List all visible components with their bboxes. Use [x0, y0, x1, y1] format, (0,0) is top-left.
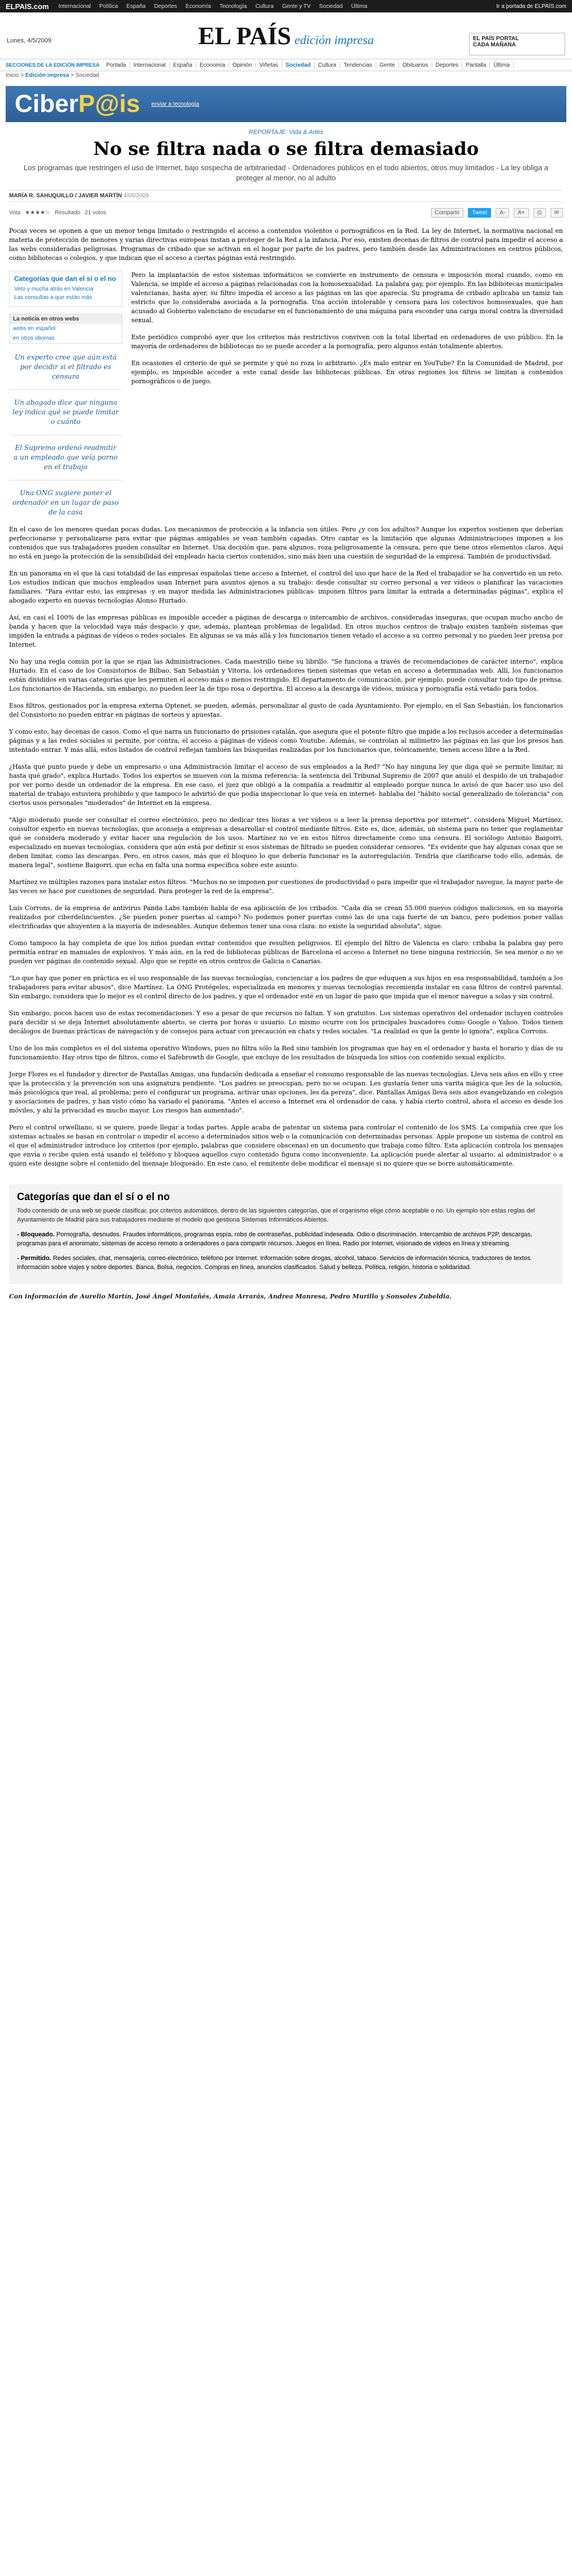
- votes-count: 21 votos: [84, 209, 106, 216]
- article-credits: Con información de Aurelio Martín, José Ángel Montañés, Amaia Arrarás, Andrea Manresa, Pedro Murillo y Sonsoles Zubeldia.: [9, 1293, 452, 1300]
- section-item[interactable]: Opinión: [229, 62, 256, 68]
- categories-intro: Todo contenido de una web se puede clasificar, por criterios automáticos, dentro de las siguientes categorías, que el organismo elige cómo aceptable o no. Un ejemplo son estas reglas del Ayuntamiento de Madrid para sus trabajadores mediante el modelo que gestiona Sistemas Informáticos Abiertos.: [17, 1207, 535, 1223]
- divider: [9, 389, 122, 390]
- pull-quote: El Supremo ordenó readmitir a un empleado que veía porno en el trabajo: [14, 444, 118, 471]
- section-item[interactable]: Gente: [376, 62, 399, 68]
- related-link[interactable]: Veto y mucha atrás en Valencia: [14, 286, 93, 292]
- category-allowed: [17, 1254, 555, 1272]
- pull-quote: Un experto cree que aún está por decidir si el filtrado es censura: [14, 353, 117, 380]
- share-button[interactable]: Compartir: [431, 208, 464, 218]
- ciberpais-banner: [6, 86, 566, 122]
- ciberpais-link[interactable]: enviar a tecnología: [151, 101, 199, 107]
- breadcrumb: Inicio > Edición impresa > Sociedad: [6, 72, 100, 79]
- article-paragraph: ¿Hasta qué punto puede y debe un empresario o una Administración limitar el acceso de sus empleados a la Red? "No hay ninguna ley que diga qué se permite limitar, ni hasta qué grado", explica Hurtado. Todos los expertos se mueven con la misma referencia: la sentencia del Tribunal Supremo de 2007 que anuló el despido de un trabajador por ver porno desde un ordenador de la empresa. En ese caso, el juez que obligó a la compañía a readmitir al empleado porque nunca le avisó de que hacer uso uso del material de trabajo estuviera prohibido y que tampoco le advirtió de que podía inspeccionar lo que veía en internet- hablaba del "hábito social generalizado de tolerancia" con ciertos usos personales "moderados" de Internet en la empresa.: [9, 763, 563, 807]
- ciberpais-logo[interactable]: [15, 90, 140, 118]
- category-text: Pornografía, desnudos. Fraudes informáticos, programas espía, robo de contraseñas, publicidad indeseada. Odio o discriminación. Intercambio de archivos P2P, descargas, programas para el anonimato, sistemas de acceso remoto a ordenadores o para compartir recursos. Juegos en línea. Radio por Internet, visionado de vídeos en línea y streaming.: [17, 1231, 532, 1247]
- categories-title: Categorías que dan el sí o el no: [17, 1191, 170, 1202]
- top-nav-item[interactable]: Deportes: [154, 3, 177, 10]
- section-item[interactable]: Portada: [103, 62, 130, 68]
- section-item[interactable]: Economía: [196, 62, 229, 68]
- article-paragraph: Martínez ve múltiples razones para instalar estos filtros. "Muchos no se imponen por cuestiones de productividad o para impedir que el trabajador navegue, la mayor parte de las veces se hace por cuestiones de seguridad. Para proteger la red de la empresa".: [9, 878, 563, 895]
- category-text: Redes sociales, chat, mensajería, correo electrónico, teléfono por Internet. Información sobre drogas, alcohol, tabaco. Servicios de información técnica, traductores de textos. Información sobre viajes y sobre deportes. Banca, Bolsa, negocios. Compras en línea, anuncios clasificados. Salud y belleza. Política, religión, historia o solidaridad.: [17, 1255, 532, 1271]
- section-item-active[interactable]: Sociedad: [282, 62, 315, 68]
- section-item[interactable]: Deportes: [432, 62, 463, 68]
- portal-promo[interactable]: [469, 33, 565, 55]
- categories-box: [9, 1184, 563, 1284]
- ciberpais-logo-a: Ciber: [15, 90, 79, 118]
- other-webs-link[interactable]: webs en español: [13, 326, 56, 332]
- article-body: [0, 219, 572, 1168]
- article-paragraph: Pocas veces se oponen a que un menor tenga limitado o restringido el acceso a contenidos violentos o pornográficos en la Red. La ley de Internet, la normativa nacional en materia de protección de menores y varias directivas europeas instan a proteger de la Red a la infancia. Por eso, existen decenas de filtros de control para impedir el acceso a las webs consideradas peligrosas. Programas de cribado que se activan en el hogar por parte de los padres, pero también desde las Administraciones en centros públicos, como bibliotecas o colegios, y que indican que el acceso a ciertas páginas está restringido.: [9, 227, 563, 262]
- section-item[interactable]: Viñetas: [256, 62, 282, 68]
- sections-label: SECCIONES DE LA EDICIÓN IMPRESA: [6, 62, 100, 68]
- font-decrease-button[interactable]: A-: [496, 208, 509, 218]
- section-item[interactable]: Pantalla: [462, 62, 490, 68]
- top-nav: [55, 2, 370, 11]
- brand-name: EL PAÍS: [198, 22, 291, 50]
- top-nav-item[interactable]: Sociedad: [319, 3, 343, 10]
- category-blocked: [17, 1230, 555, 1248]
- article-paragraph: En el caso de los menores quedan pocas dudas. Los mecanismos de protección a la infancia son útiles. Pero ¿y con los adultos? Aunque los expertos sostienen que deberían perfeccionarse y personalizarse para evitar que páginas amigables se vean también capadas. Otro cantar es la limitación que algunas Administraciones imponen a los contenidos que sus trabajadores pueden consultar en Internet. Una decisión que, para algunos, roza peligrosamente la censura, pero que tiene otros elementos claros. Aquí no está en juego la protección de la sensibilidad del empleado hacia ciertos contenidos, sino más bien una cuestión de seguridad de la empresa. También de productividad.: [9, 526, 563, 560]
- article-paragraph: Así, en casi el 100% de las empresas públicas es imposible acceder a páginas de descarga o intercambio de archivos, consideradas inseguras, que ocupan mucho ancho de banda y hacen que la velocidad vaya más despacio y que, además, plantean problemas de legalidad. En otros muchos centros de trabajo existen también sistemas que impiden la entrada a páginas de vídeos o redes sociales. En algunas se va más allá y los funcionarios tienen vetado el acceso a su correo personal y no pueden leer prensa por Internet.: [9, 614, 563, 648]
- main-column: [131, 271, 563, 525]
- article-paragraph: No hay una regla común por la que se rijan las Administraciones. Cada maestrillo tiene su librillo. "Se funciona a través de recomendaciones de carácter interno", explica Hurtado. En el caso de los Consistorios de Bilbao, San Sebastián y Vitoria, los ordenadores tienen sistemas que vetan en acceso a determinadas web. Allí, los funcionarios están divididos en varias categorías que les permiten el acceso más o menos restringido. El departamento de comunicación, por ejemplo, puede consultar todo tipo de prensa. Los funcionarios de Hacienda, sin embargo, no pueden leer la de tipo rosa o deportiva. El acceso a la descarga de vídeos, música y pornografía está vetado para todos.: [9, 658, 563, 692]
- section-item[interactable]: España: [170, 62, 196, 68]
- breadcrumb-home[interactable]: Inicio: [6, 72, 19, 79]
- article-paragraph: Sin embargo, pocos hacen uso de estas recomendaciones. Y eso a pesar de que recursos no faltan. Y son gratuitos. Los sistemas operativos del ordenador incluyen controles para decidir si se deja Internet absolutamente abierto, se cierra por horas o usuario. Lo mismo ocurre con los principales buscadores como Google o Yahoo. Todos tienen decálogos de buenas prácticas de navegación y de consejos para actuar con precaución en chats y redes sociales. "La realidad es que la gente lo ignora", explica Corrons.: [9, 1010, 563, 1035]
- sections-nav: [0, 59, 572, 71]
- article-paragraph: Uno de los más completos es el del sistema operativo Windows, pues no filtra sólo la Red sino también los programas que hay en el ordenador y hasta el horario y días de su funcionamiento. Hay otros tipo de filtros, como el Safebrowth de Google, que excluye de los resultados de búsqueda los sitios con contenido sexual explícito.: [9, 1045, 563, 1061]
- elpais-logo[interactable]: ELPAIS.com: [6, 2, 49, 11]
- article-paragraph: "Algo moderado puede ser consultar el correo electrónico, pero no dedicar tres horas a ver vídeos o a leer la prensa deportiva por internet", considera Miguel Martínez, consultor experto en nuevas tecnologías, que aconseja a empresas a desarrollar el control mediante filtros. Este es, dice, además, un sistema para no tener que reglamentar qué se considera moderado y evitar hacer una regulación de los usos. Martínez no ve en estos filtros directamente como una censura. El sociólogo Antonio Baigorri, especializado en nuevas tecnologías, considera que aún está por definir si esos sistemas de filtrado se pueden considerar censores. "Es evidente que hay algunas cosas que se deben limitar, como las descargas. Pero, en otros casos, más que el bloqueo lo que debería funcionar es la autorregulación. Tendría que clarificarse todo ello, además, de manera legal", sostiene Baigorri, que echa en falta una norma específica sobre este asunto.: [9, 816, 563, 869]
- email-icon[interactable]: ✉: [551, 208, 563, 218]
- article-deck: Los programas que restringen el uso de Internet, bajo sospecha de arbitrariedad - Ordenadores públicos en el todo abiertos, otros muy limitados - La ley obliga a proteger al menor, no al adulto: [23, 163, 549, 182]
- article-paragraph: "Lo que hay que poner en práctica es el uso responsable de las nuevas tecnologías, concienciar a los padres de que eduquen a sus hijos en esa responsabilidad, también a los trabajadores para evitar abusos", dice Martínez. La ONG Protégeles, especializada en menores y nuevas tecnologías recomienda instalar en casa filtros de control parental. Sin embargo, considera que lo mejor es el control directo de los padres, y que el ordenador esté en un lugar de paso que impida que el menor navegue a solas y sin control.: [9, 975, 563, 1000]
- article-paragraph: Y como esto, hay decenas de casos. Como el que narra un funcionario de prisiones catalán, que asegura que el potente filtro que impide a los reclusos acceder a determinadas páginas y a las redes sociales si permite, por contra, el acceso a páginas de vídeos como Youtube. Además, se controlan al milímetro las páginas en las que los presos han intentado entrar. Y más allá, estos listados de control reflejan también las búsquedas realizadas por los funcionarios que, teóricamente, tienen acceso libre a la Red.: [9, 728, 563, 754]
- other-webs-title: La noticia en otros webs: [10, 314, 122, 324]
- top-nav-item[interactable]: Última: [351, 3, 368, 10]
- section-item[interactable]: Internacional: [130, 62, 170, 68]
- promo-line: EL PAÍS PORTAL: [473, 36, 519, 42]
- related-box-title[interactable]: Categorías que dan el sí o el no: [14, 275, 117, 283]
- byline: [9, 190, 563, 202]
- related-link[interactable]: Las consultas a que están más: [14, 295, 92, 301]
- article-paragraph: Luis Corrons, de la empresa de antivirus Panda Labs también habla de esa aplicación de los cribados. "Cada día se crean 55.000 nuevos códigos maliciosos, en su mayoría realizados por ciberdelincuentes. ¿Se pueden poner puertas al campo? No podemos poner puertas como las de una caja fuerte de un banco, pero podemos poner vallas electrificadas que ahuyenten a la mayoría de indeseables. Aunque debemos tener una cosa clara: no existe la seguridad absoluta", sigue.: [9, 904, 563, 930]
- top-nav-item[interactable]: España: [126, 3, 146, 10]
- star-rating-icon[interactable]: ★★★★☆: [25, 209, 50, 216]
- article-paragraph: Como tampoco la hay completa de que los niños puedan evitar contenidos que resulten peligrosos. El ejemplo del filtro de Valencia es claro: cribaba la palabra gay pero permitía entrar en manuales de explosivos. Y más aún, en la red de bibliotecas públicas de Barcelona el acceso a Internet no tiene ninguna restricción. Se sea menor o no se pueden ver páginas de contenido sexual. Algo que se repite en otros centros de Galicia o Canarias.: [9, 940, 563, 965]
- font-increase-button[interactable]: A+: [514, 208, 529, 218]
- other-webs-link[interactable]: en otros idiomas: [13, 335, 55, 341]
- pull-quote: Una ONG sugiere poner el ordenador en un lugar de paso de la casa: [12, 489, 119, 516]
- section-item[interactable]: Última: [490, 62, 513, 68]
- article-kicker: REPORTAJE: Vida & Artes: [248, 129, 324, 136]
- article-paragraph: Pero la implantación de estos sistemas informáticos se convierte en instrumento de censura e imposición moral cuando, como en Valencia, se impide el acceso a páginas relacionadas con la homosexualidad. La palabra gay, por ejemplo. En las bibliotecas municipales valencianas, hasta ayer, su filtro impedía el acceso a las páginas en las que aparecía. Su programa de cribado aplicaba un tamiz tan estricto que lo consideraba asociada a la pornografía. Una acción intolerable y censora para los colectivos homosexuales, que han acusado al Gobierno valenciano de escudarse en el funcionamiento de una máquina para esconder una carga moral contra la diversidad sexual.: [131, 271, 563, 324]
- top-nav-item[interactable]: Cultura: [255, 3, 274, 10]
- article-paragraph: Este periódico comprobó ayer que los criterios más restrictivos conviven con la total libertad en ordenadores de uso público. En la mayoría de ordenadores de bibliotecas no se puede acceder a la pornografía, pero algunos están totalmente abiertos.: [131, 334, 563, 350]
- section-item[interactable]: Cultura: [315, 62, 340, 68]
- portada-link[interactable]: Ir a portada de ELPAÍS.com: [496, 3, 566, 10]
- breadcrumb-edition[interactable]: Edición impresa: [25, 72, 70, 79]
- article-paragraph: Pero el control orwelliano, si se quiere, puede llegar a todas partes. Apple acaba de patentar un sistema para controlar el contenido de los SMS. La compañía cree que los sistemas actuales se basan en controlar o impedir el acceso a determinados sitios web o la comunicación con determinadas personas. Apple propone un sistema de control en el que el administrador introduce los criterios (por ejemplo, palabras que considere obscenas) en un documento que trabaja como filtro. Esta aplicación controla los mensajes que envía o recibe quien está usando el teléfono y bloquea aquellos cuyo contenido figura como inconveniente. La aplicación puede alertar al usuario, al administrador o a quien este designe sobre el contenido del mensaje bloqueado. En este caso, el remitente debe modificar el mensaje si no quiere que se borre automáticamente.: [9, 1124, 563, 1167]
- top-nav-item[interactable]: Política: [99, 3, 118, 10]
- sidebar: [9, 271, 122, 525]
- top-nav-item[interactable]: Internacional: [58, 3, 91, 10]
- top-nav-item[interactable]: Tecnología: [219, 3, 247, 10]
- top-bar: [0, 0, 572, 12]
- article-paragraph: En un panorama en el que la casi totalidad de las empresas españolas tiene acceso a Internet, el control del uso que hace de la Red el trabajador se ha convertido en un reto. Los estudios indican que muchos empleados usan Internet para asuntos ajenos a su trabajo: desde consultar su correo personal a ver vídeos o planificar las vacaciones familiares. "Para evitar esto, las empresas -y en mayor medida las Administraciones públicas- imponen filtros para limitar la entrada a determinadas páginas", explica el abogado experto en nuevas tecnologías Alonso Hurtado.: [9, 570, 563, 604]
- tweet-button[interactable]: Tweet: [468, 208, 491, 218]
- body-with-sidebar: [9, 271, 563, 525]
- article-paragraph: Esos filtros, gestionados por la empresa externa Optenet, se pueden, además, personalizar al gusto de cada Ayuntamiento. Por ejemplo, en el San Sebastián, los funcionarios del Consistorio no pueden entrar en páginas de sorteos y apuestas.: [9, 702, 563, 718]
- ciberpais-logo-b: P@is: [78, 90, 140, 118]
- pull-quote: Un abogado dice que ninguna ley indica qué se puede limitar o cuánto: [12, 399, 119, 426]
- promo-line: CADA MAÑANA: [473, 42, 516, 48]
- section-item[interactable]: Tendencias: [340, 62, 376, 68]
- category-label: - Bloqueado.: [17, 1231, 55, 1238]
- byline-authors: MARÍA R. SAHUQUILLO / JAVIER MARTÍN: [9, 193, 122, 199]
- top-nav-item[interactable]: Economía: [185, 3, 211, 10]
- section-item[interactable]: Obituarios: [399, 62, 432, 68]
- article-paragraph: En ocasiones el criterio de qué se permite y qué no roza lo arbitrario. ¿Es malo entrar en YouTube? En la Comunidad de Madrid, por ejemplo, es imposible acceder a este canal desde las bibliotecas públicas. En otras regiones los filtros se limitan a contenidos pornográficos o de juego.: [131, 360, 563, 385]
- masthead-date: Lunes, 4/5/2009: [7, 37, 51, 44]
- related-box: [9, 271, 122, 307]
- byline-date: 4/05/2009: [123, 193, 149, 199]
- masthead: [0, 12, 572, 59]
- results-label: Resultado: [54, 209, 80, 216]
- category-label: - Permitido.: [17, 1255, 51, 1262]
- other-webs-box: [9, 314, 122, 344]
- article-header: [0, 122, 572, 183]
- article-title: No se filtra nada o se filtra demasiado: [93, 138, 479, 159]
- article-tools: [9, 206, 563, 219]
- article-paragraph: Jorge Flores es el fundador y director de Pantallas Amigas, una fundación dedicada a enseñar el consumo responsable de las nuevas tecnologías. Lleva seis años en ello y cree que la protección y la prevención son una asignatura pendiente. "Los padres se preocupan, pero no se ocupan. Les gustaría tener una varita mágica que les de la solución, más psicológica que real, al problema; pero el configurar un programa, activar unas opciones, les da pereza", dice. Pantallas Amigas lleva seis años evangelizando en colegios y asociaciones de padres, y han visto cómo ha variado el panorama. "Antes el acceso a Internet era el ordenador de casa, y había cierto control, ahora el acceso es desde los móviles, y ahí la privacidad es mucho mayor. Los riesgos han aumentado".: [9, 1071, 563, 1114]
- top-nav-item[interactable]: Gente y TV: [282, 3, 311, 10]
- vote-label: Vota: [9, 209, 21, 216]
- breadcrumb-section[interactable]: Sociedad: [75, 72, 100, 79]
- brand-edition: edición impresa: [294, 33, 374, 47]
- print-icon[interactable]: ⎙: [534, 208, 546, 218]
